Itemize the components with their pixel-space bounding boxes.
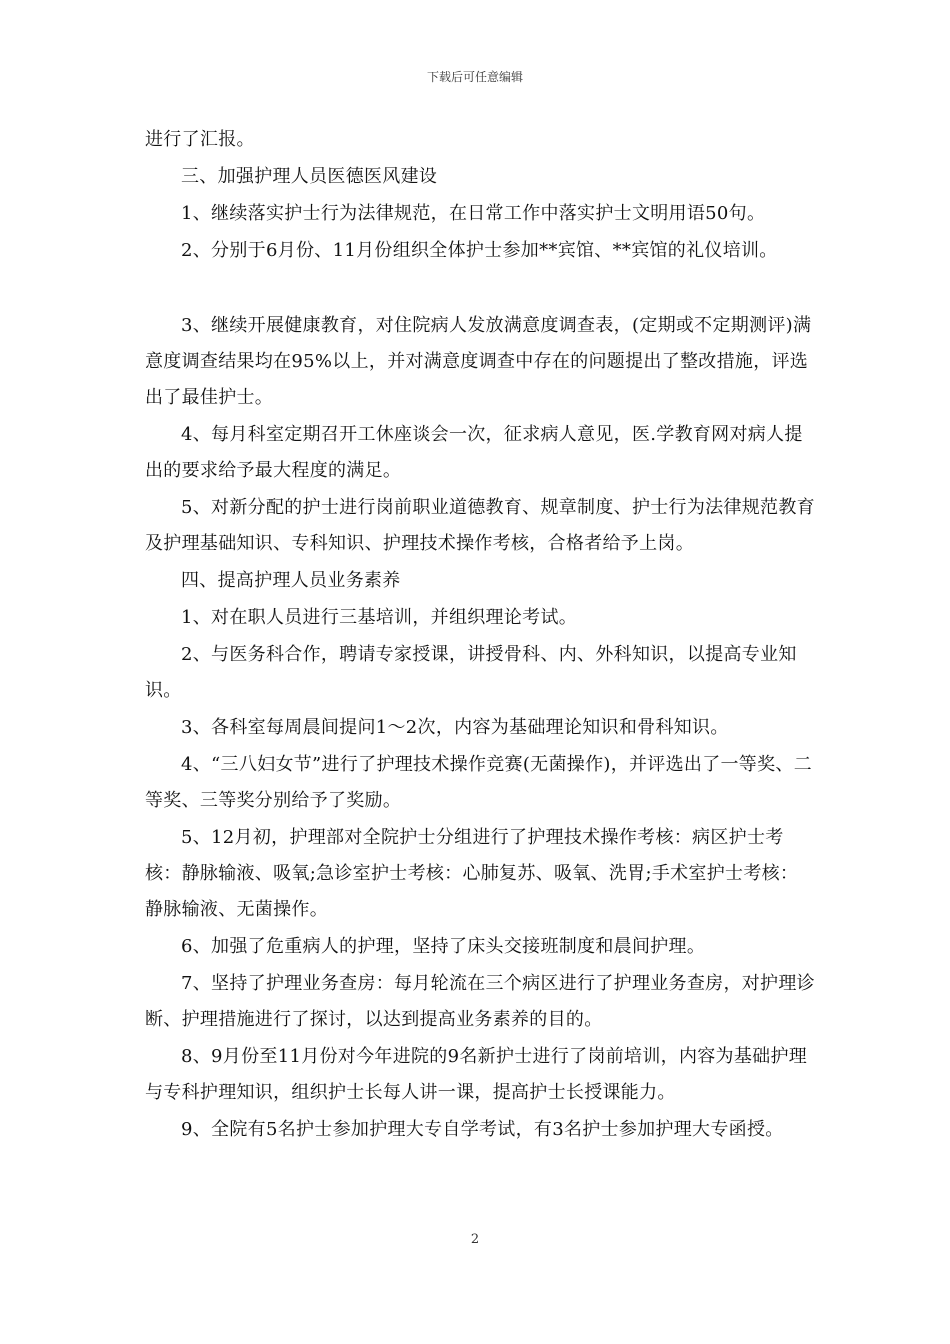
paragraph: 1、对在职人员进行三基培训，并组织理论考试。 (181, 607, 578, 628)
paragraph: 4、每月科室定期召开工休座谈会一次，征求病人意见，医.学教育网对病人提出的要求给予最大程度的满足。 (145, 424, 803, 481)
paragraph: 7、坚持了护理业务查房：每月轮流在三个病区进行了护理业务查房，对护理诊断、护理措施进行了探讨，以达到提高业务素养的目的。 (145, 973, 815, 1030)
paragraph: 5、12月初，护理部对全院护士分组进行了护理技术操作考核：病区护士考核：静脉输液、吸氧;急诊室护士考核：心肺复苏、吸氧、洗胃;手术室护士考核：静脉输液、无菌操作。 (145, 827, 799, 920)
paragraph: 8、9月份至11月份对今年进院的9名新护士进行了岗前培训，内容为基础护理与专科护理知识，组织护士长每人讲一课，提高护士长授课能力。 (145, 1046, 808, 1103)
paragraph: 3、继续开展健康教育，对住院病人发放满意度调查表，(定期或不定期测评)满意度调查结果均在95%以上，并对满意度调查中存在的问题提出了整改措施，评选出了最佳护士。 (145, 315, 812, 408)
paragraph: 2、与医务科合作，聘请专家授课，讲授骨科、内、外科知识，以提高专业知识。 (145, 644, 797, 701)
paragraph: 2、分别于6月份、11月份组织全体护士参加**宾馆、**宾馆的礼仪培训。 (181, 240, 778, 261)
page-number: 2 (470, 1232, 480, 1247)
paragraph: 6、加强了危重病人的护理，坚持了床头交接班制度和晨间护理。 (181, 936, 706, 957)
document-body (145, 122, 815, 1149)
paragraph: 1、继续落实护士行为法律规范，在日常工作中落实护士文明用语50句。 (181, 203, 766, 224)
paragraph: 5、对新分配的护士进行岗前职业道德教育、规章制度、护士行为法律规范教育及护理基础知识、专科知识、护理技术操作考核，合格者给予上岗。 (145, 497, 815, 554)
paragraph: 4、“三八妇女节”进行了护理技术操作竞赛(无菌操作)，并评选出了一等奖、二等奖、三等奖分别给予了奖励。 (145, 754, 812, 811)
paragraph: 9、全院有5名护士参加护理大专自学考试，有3名护士参加护理大专函授。 (181, 1119, 784, 1140)
section-heading-3: 三、加强护理人员医德医风建设 (181, 166, 438, 187)
paragraph: 3、各科室每周晨间提问1～2次，内容为基础理论知识和骨科知识。 (181, 717, 729, 738)
page-header: 下载后可任意编辑 (426, 70, 523, 84)
paragraph-continuation: 进行了汇报。 (145, 129, 255, 150)
section-heading-4: 四、提高护理人员业务素养 (181, 570, 401, 591)
blank-spacer (145, 270, 815, 308)
